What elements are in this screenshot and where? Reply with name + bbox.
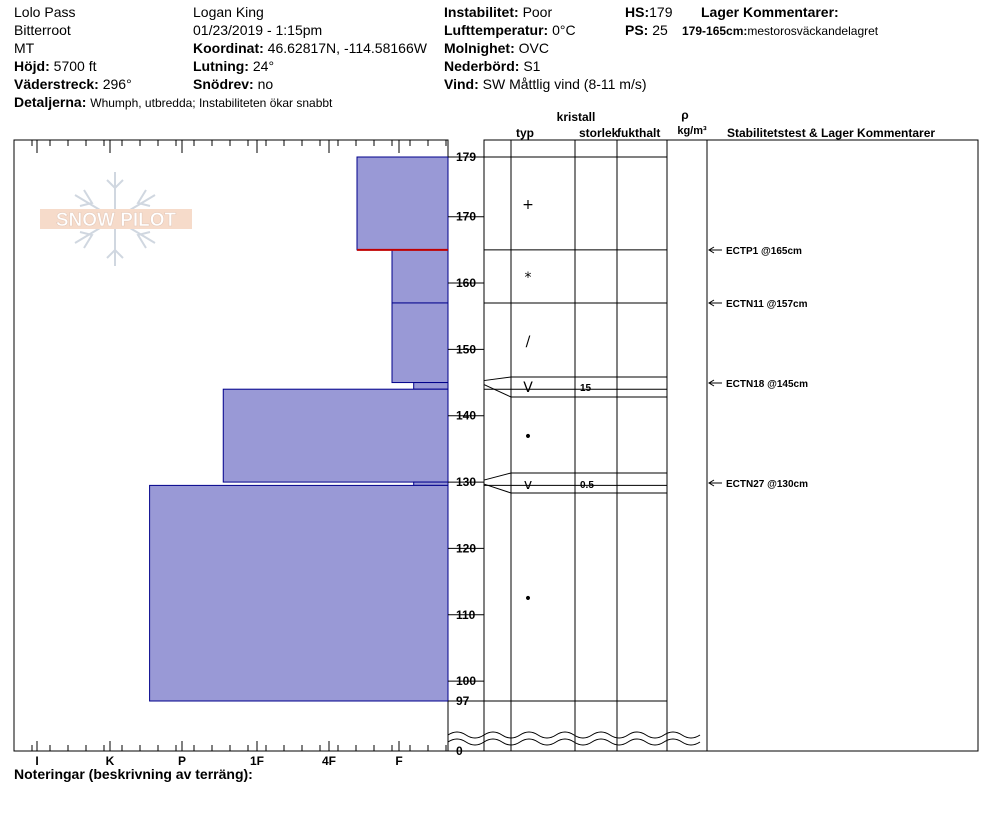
wind-value: SW Måttlig vind (8-11 m/s) (482, 76, 647, 92)
header-crystal: kristall (556, 110, 596, 124)
elevation-label: Höjd: (14, 58, 50, 74)
state-name: MT (14, 40, 35, 56)
snowpilot-logo (40, 172, 192, 266)
hardness-bar (392, 250, 448, 303)
ps-label: PS: (625, 22, 649, 38)
sky-label: Molnighet: (444, 40, 515, 56)
depth-link (484, 473, 511, 480)
column-headers (516, 108, 935, 140)
instability-label: Instabilitet: (444, 4, 519, 20)
header-size: storlek (579, 126, 619, 140)
sky-value: OVC (518, 40, 549, 56)
hardness-tick-label: I (35, 754, 39, 768)
layer-comment-text: mestorosväckandelagret (747, 24, 879, 38)
stability-test-label: ECTN27 @130cm (726, 479, 809, 490)
stability-tests (709, 246, 808, 490)
header-moisture: fukthalt (617, 126, 661, 140)
observer-name: Logan King (193, 4, 264, 20)
drift-value: no (257, 76, 274, 92)
wind-label: Vind: (444, 76, 479, 92)
airtemp-label: Lufttemperatur: (444, 22, 549, 38)
depth-tick-label: 150 (456, 342, 477, 357)
crystal-type-symbol: + (522, 197, 534, 213)
depth-tick-label: 140 (456, 408, 477, 423)
instability-value: Poor (522, 4, 553, 20)
location-name: Lolo Pass (14, 4, 76, 20)
observation-datetime: 01/23/2019 - 1:15pm (193, 22, 323, 38)
depth-axis (448, 150, 484, 758)
aspect-label: Väderstreck: (14, 76, 99, 92)
hardness-bar (223, 389, 448, 482)
elevation-value: 5700 ft (53, 58, 97, 74)
crystal-size-value: 15 (580, 383, 592, 394)
stability-test-label: ECTP1 @165cm (726, 246, 802, 257)
depth-tick-label: 170 (456, 209, 477, 224)
crystal-type-symbol: • (523, 591, 533, 607)
crystal-size-value: 0.5 (580, 480, 594, 491)
depth-tick-label: 179 (456, 150, 477, 164)
depth-tick-label: 97 (456, 694, 470, 708)
hardness-tick-label: P (177, 754, 187, 768)
hs-value: 179 (649, 4, 673, 20)
ps-value: 25 (652, 22, 668, 38)
precip-value: S1 (523, 58, 541, 74)
depth-break-symbol (448, 732, 700, 745)
layer-comment-range: 179-165cm: (682, 24, 748, 38)
logo-text: SNOW PILOT (55, 210, 177, 231)
crystal-table-frame (484, 140, 978, 751)
crystal-type-symbol: v (523, 477, 533, 493)
depth-tick-label: 120 (456, 541, 477, 556)
layer-comments-label: Lager Kommentarer: (701, 4, 839, 20)
stability-test-label: ECTN18 @145cm (726, 379, 809, 390)
range-name: Bitterroot (14, 22, 71, 38)
crystal-table (484, 140, 978, 751)
hs-label: HS: (625, 4, 650, 20)
depth-tick-label: 100 (456, 674, 477, 689)
depth-tick-label: 130 (456, 475, 477, 490)
terrain-notes-label: Noteringar (beskrivning av terräng): (14, 766, 253, 782)
details-label: Detaljerna: (14, 94, 87, 110)
hardness-tick-label: 1F (249, 754, 265, 768)
hardness-bar (150, 485, 448, 701)
hardness-bar (357, 157, 448, 250)
header-rho: ρ (681, 108, 689, 122)
header-type: typ (516, 126, 534, 140)
crystal-type-symbol: / (525, 334, 531, 350)
coordinate-label: Koordinat: (193, 40, 264, 56)
depth-link (484, 385, 511, 397)
coordinate-value: 46.62817N, -114.58166W (267, 40, 427, 56)
crystal-type-symbol: • (523, 429, 533, 445)
crystal-type-symbol: V (523, 380, 533, 396)
depth-tick-label: 0 (456, 744, 463, 758)
precip-label: Nederbörd: (444, 58, 520, 74)
hardness-tick-label: 4F (321, 754, 337, 768)
crystal-type-symbol: * (524, 270, 532, 286)
header-stability: Stabilitetstest & Lager Kommentarer (727, 126, 936, 140)
airtemp-value: 0°C (552, 22, 576, 38)
hardness-tick-label: F (395, 754, 403, 768)
depth-tick-label: 160 (456, 276, 477, 291)
depth-link (484, 377, 511, 381)
slope-value: 24° (252, 58, 275, 74)
hardness-top-ticks (14, 140, 446, 153)
hardness-tick-label: K (105, 754, 115, 768)
hardness-bar (392, 303, 448, 383)
depth-tick-label: 110 (456, 607, 476, 622)
hardness-bars (150, 157, 448, 701)
stability-test-label: ECTN11 @157cm (726, 299, 808, 310)
header-density-unit: kg/m³ (677, 125, 707, 137)
aspect-value: 296° (102, 76, 132, 92)
hardness-bar (414, 383, 448, 390)
drift-label: Snödrev: (193, 76, 254, 92)
hardness-axis (14, 741, 446, 768)
slope-label: Lutning: (193, 58, 249, 74)
details-value: Whumph, utbredda; Instabiliteten ökar snabbt (90, 96, 333, 110)
